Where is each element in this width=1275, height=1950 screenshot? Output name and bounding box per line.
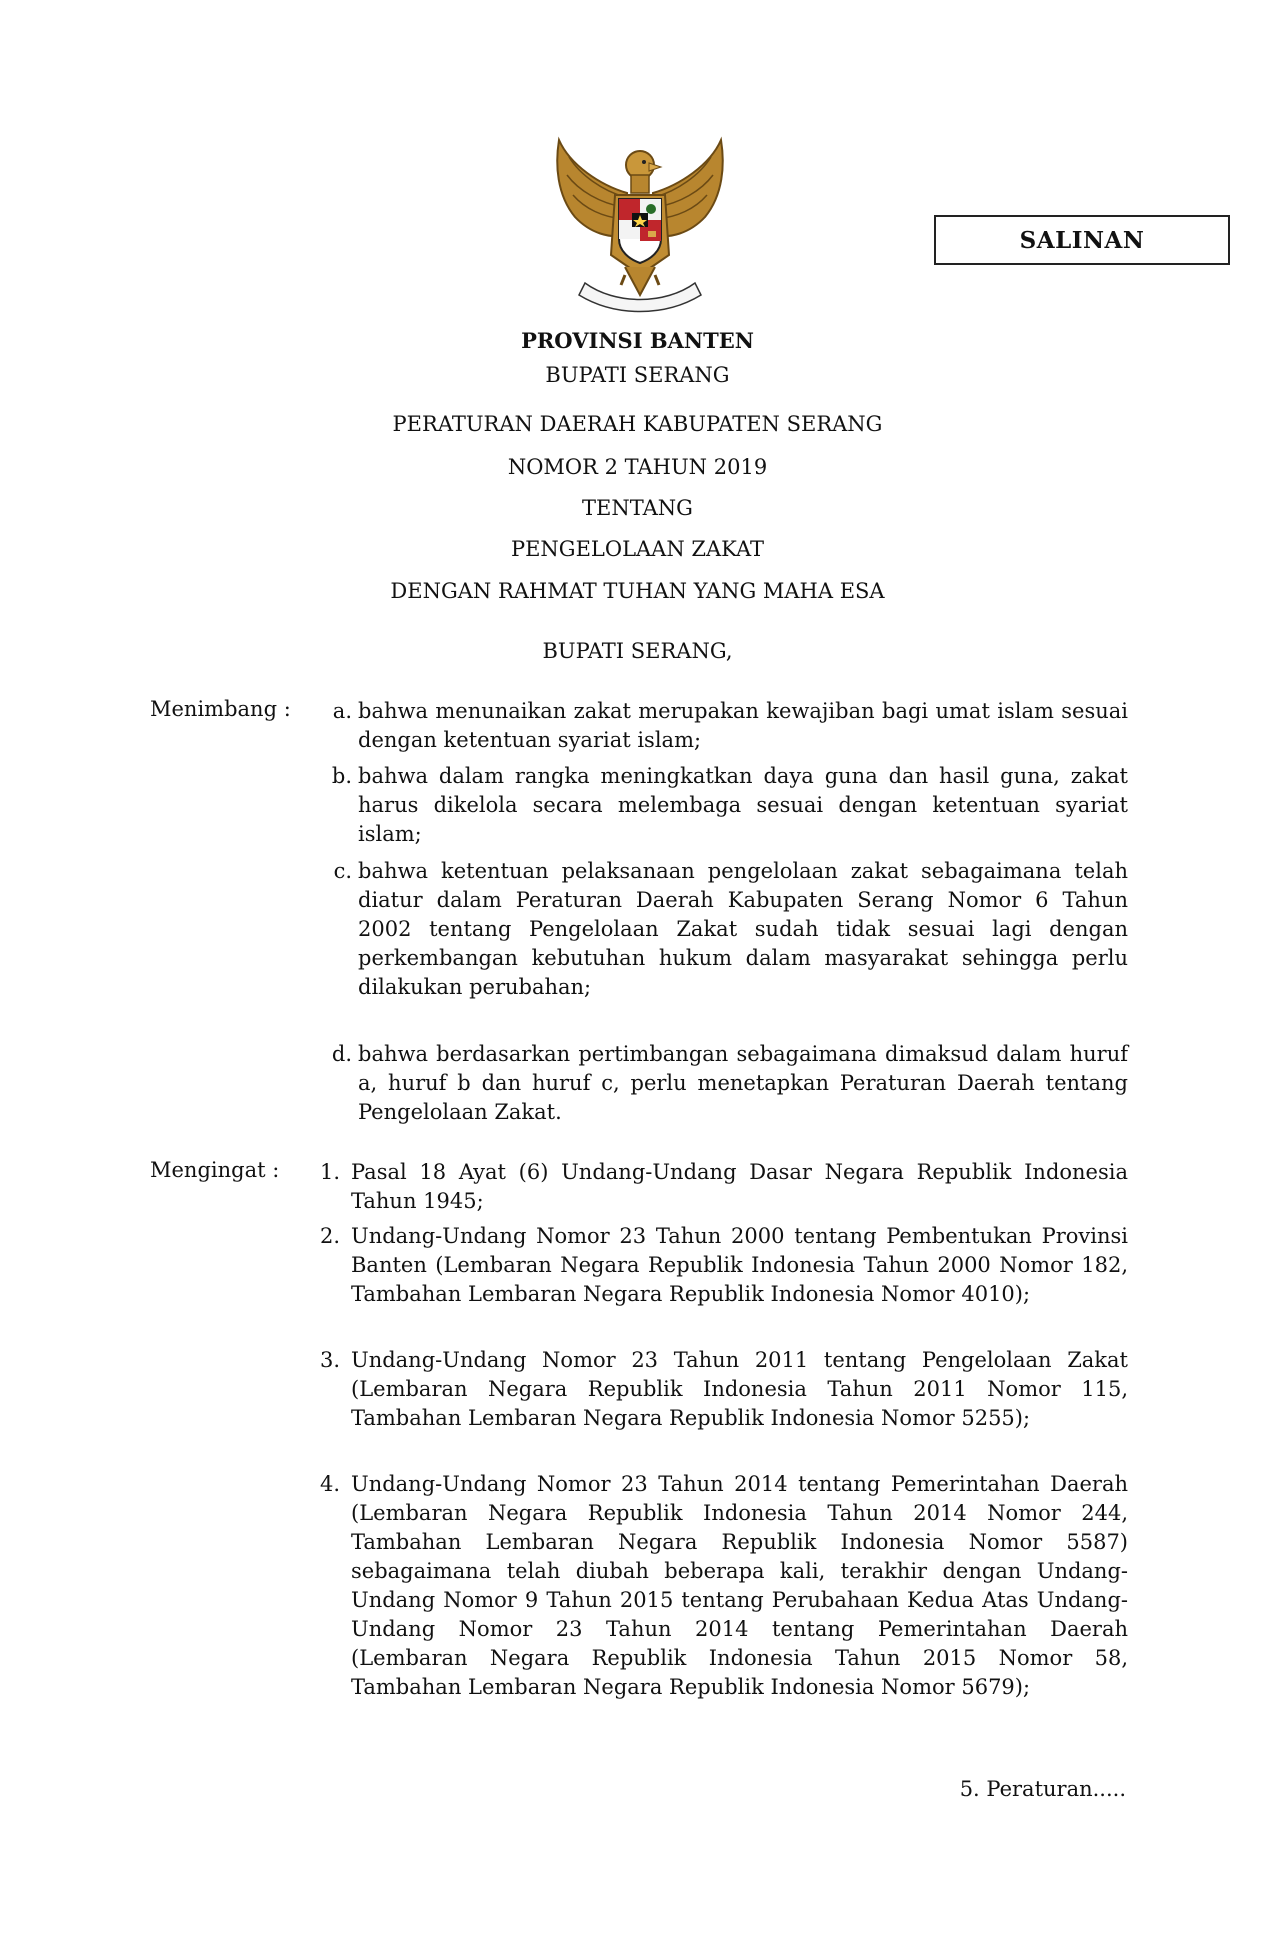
item-marker: b. <box>331 764 352 788</box>
item-text: Undang-Undang Nomor 23 Tahun 2000 tentang Pembentukan Provinsi Banten (Lembaran Negara Republik Indonesia Tahun 2000 Nomor 182, Tambahan Lembaran Negara Republik Indonesia Nomor 4010); <box>351 1224 1128 1306</box>
item-text: Pasal 18 Ayat (6) Undang-Undang Dasar Negara Republik Indonesia Tahun 1945; <box>351 1160 1128 1213</box>
item-text: bahwa menunaikan zakat merupakan kewajiban bagi umat islam sesuai dengan ketentuan syariat islam; <box>358 699 1128 752</box>
item-text: bahwa berdasarkan pertimbangan sebagaimana dimaksud dalam huruf a, huruf b dan huruf c, perlu menetapkan Peraturan Daerah tentang Pengelolaan Zakat. <box>358 1042 1128 1124</box>
item-marker: 3. <box>319 1348 340 1372</box>
regent-heading: BUPATI SERANG <box>545 363 730 387</box>
province-heading: PROVINSI BANTEN <box>521 328 754 353</box>
item-text: Undang-Undang Nomor 23 Tahun 2014 tentang Pemerintahan Daerah (Lembaran Negara Republik Indonesia Tahun 2014 Nomor 244, Tambahan Lembaran Negara Republik Indonesia Nomor 5587) sebagaimana telah diubah beberapa kali, terakhir dengan Undang-Undang Nomor 9 Tahun 2015 tentang Perubahaan Kedua Atas Undang-Undang Nomor 23 Tahun 2014 tentang Pemerintahan Daerah (Lembaran Negara Republik Indonesia Tahun 2015 Nomor 58, Tambahan Lembaran Negara Republik Indonesia Nomor 5679); <box>351 1472 1128 1699</box>
regulation-number: NOMOR 2 TAHUN 2019 <box>507 455 768 479</box>
item-marker: 2. <box>319 1224 340 1248</box>
continuation-note: 5. Peraturan..... <box>959 1777 1126 1801</box>
item-marker: d. <box>331 1042 352 1066</box>
item-marker: c. <box>333 859 352 883</box>
issuer-heading: BUPATI SERANG, <box>542 639 733 663</box>
item-marker: 1. <box>319 1160 340 1184</box>
about-heading: TENTANG <box>582 496 693 520</box>
regulation-title: PERATURAN DAERAH KABUPATEN SERANG <box>392 412 883 436</box>
item-text: bahwa dalam rangka meningkatkan daya guna dan hasil guna, zakat harus dikelola secara melembaga sesuai dengan ketentuan syariat islam; <box>358 764 1128 846</box>
garuda-emblem-icon <box>545 135 735 315</box>
invocation: DENGAN RAHMAT TUHAN YANG MAHA ESA <box>390 579 885 603</box>
mengingat-label: Mengingat : <box>150 1158 280 1182</box>
menimbang-label: Menimbang : <box>150 697 291 721</box>
salinan-stamp: SALINAN <box>934 215 1230 265</box>
item-text: Undang-Undang Nomor 23 Tahun 2011 tentang Pengelolaan Zakat (Lembaran Negara Republik Indonesia Tahun 2011 Nomor 115, Tambahan Lembaran Negara Republik Indonesia Nomor 5255); <box>351 1348 1128 1430</box>
item-text: bahwa ketentuan pelaksanaan pengelolaan zakat sebagaimana telah diatur dalam Peraturan Daerah Kabupaten Serang Nomor 6 Tahun 2002 tentang Pengelolaan Zakat sudah tidak sesuai lagi dengan perkembangan kebutuhan hukum dalam masyarakat sehingga perlu dilakukan perubahan; <box>358 859 1128 999</box>
item-marker: 4. <box>319 1472 340 1496</box>
item-marker: a. <box>332 699 352 723</box>
subject-heading: PENGELOLAAN ZAKAT <box>510 537 765 561</box>
